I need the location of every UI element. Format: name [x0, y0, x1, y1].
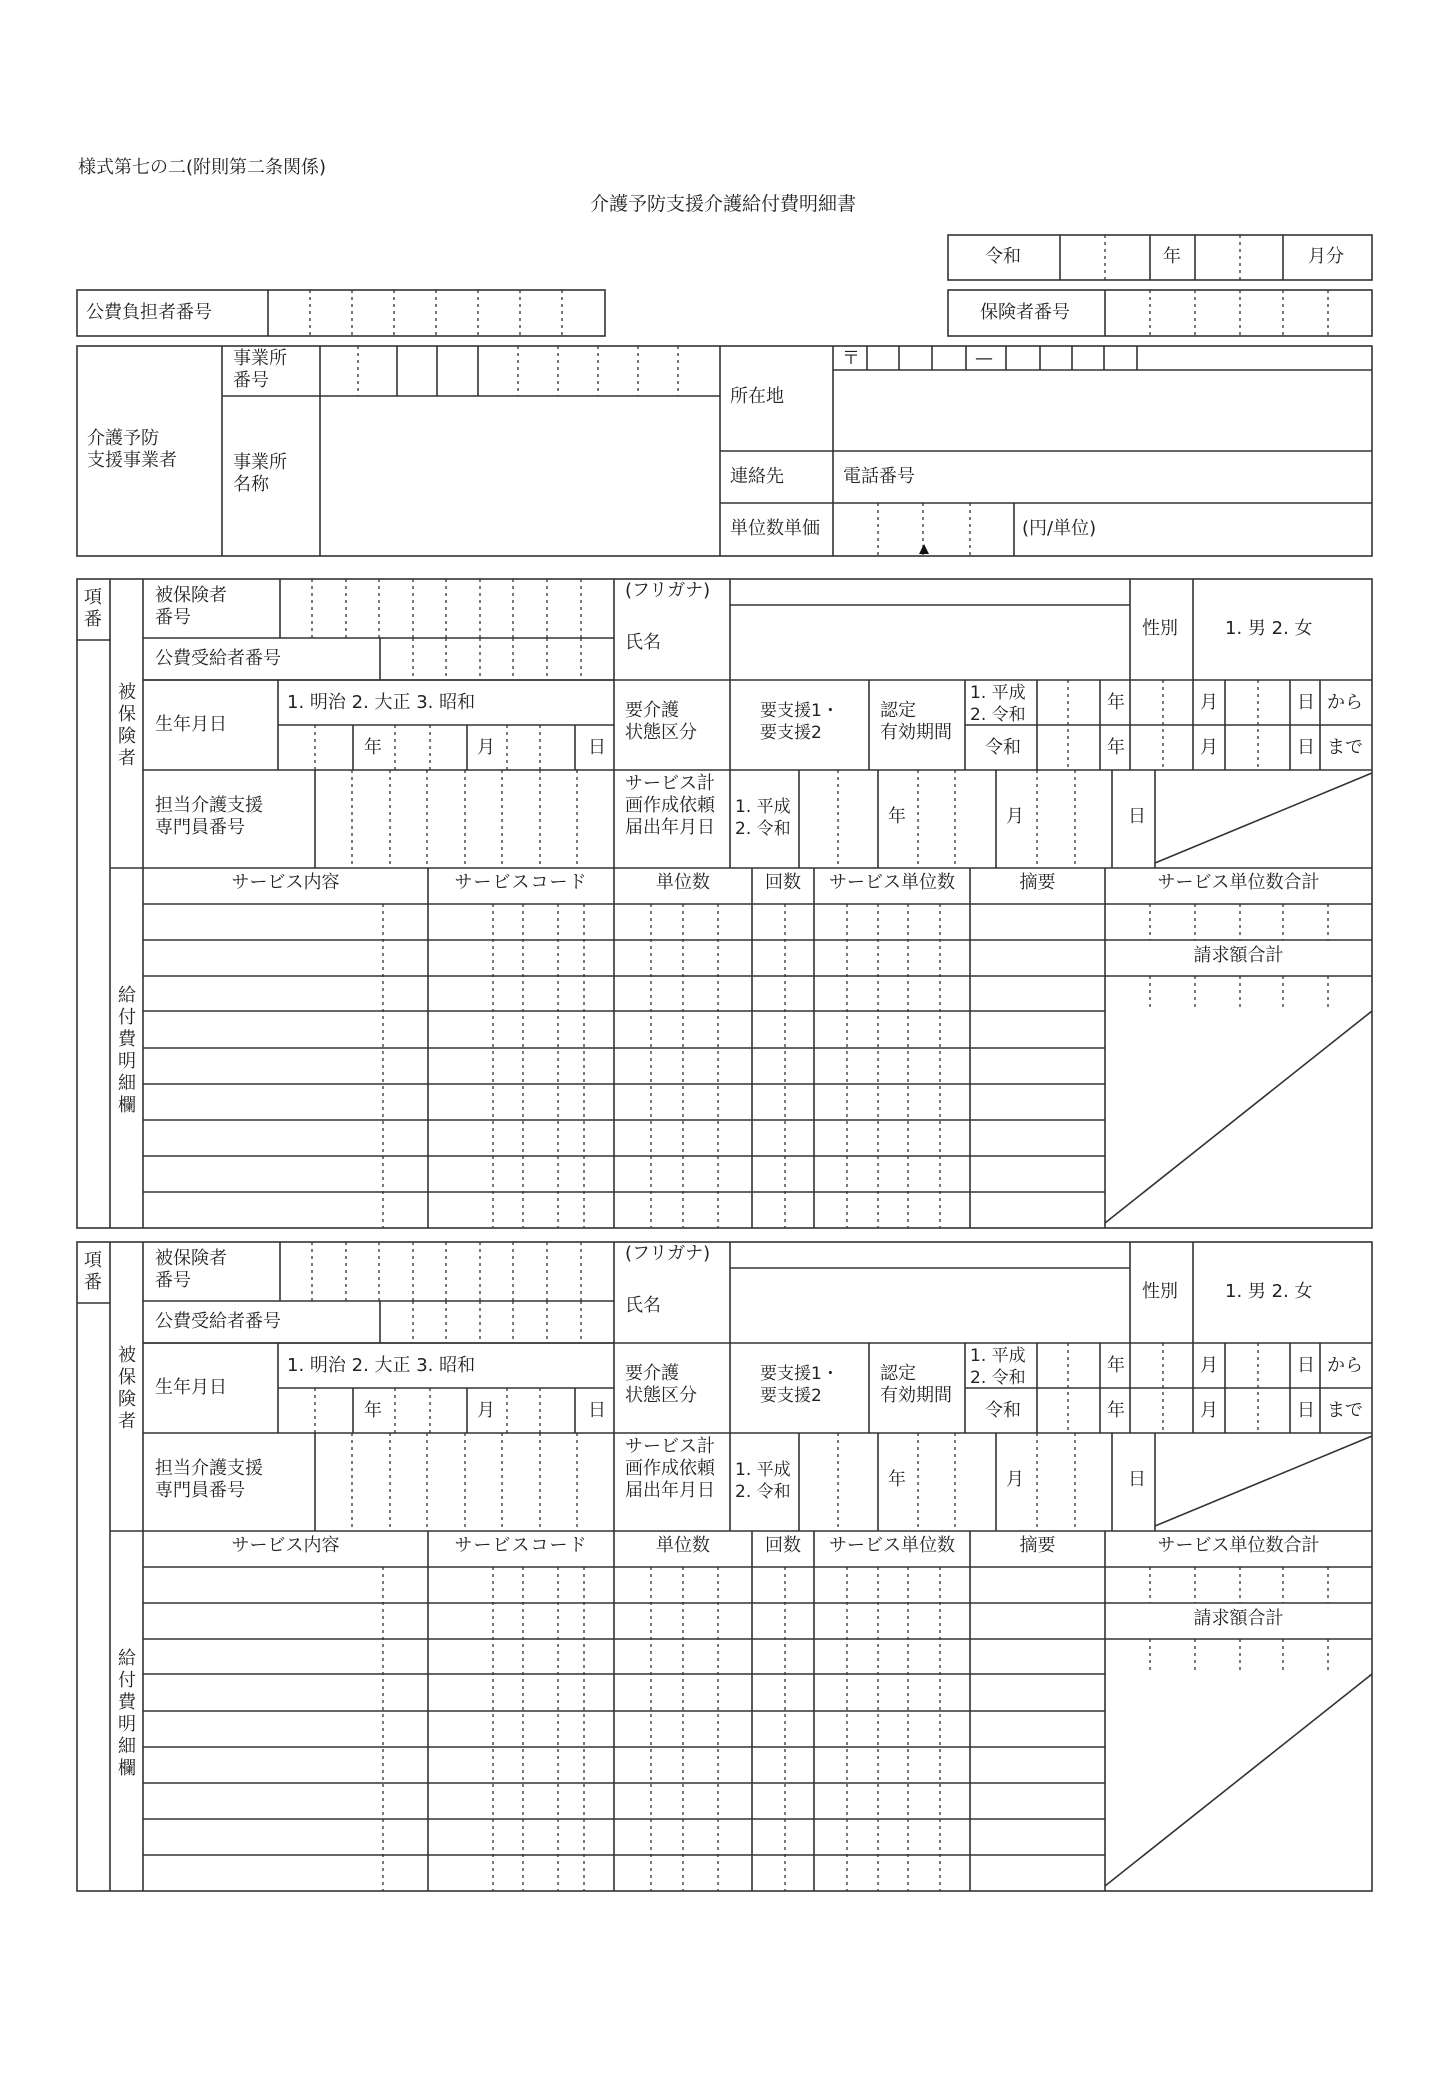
block-2-cert-from-month: 月	[1200, 1355, 1218, 1376]
public-payer-no-label: 公費負担者番号	[86, 302, 212, 323]
form-title: 介護予防支援介護給付費明細書	[590, 193, 857, 215]
block-1-cert-from: から	[1327, 692, 1363, 713]
block-1-furigana-label: (フリガナ)	[625, 580, 711, 601]
block-2-furigana-label: (フリガナ)	[625, 1243, 711, 1264]
block-2-plan-month-label: 月	[1006, 1469, 1024, 1490]
postal-mark: 〒	[842, 348, 860, 369]
decimal-point-marker	[919, 544, 929, 554]
block-1-cert-eras: 1. 平成 2. 令和	[970, 683, 1026, 725]
block-1-col-service-content: サービス内容	[231, 872, 340, 893]
block-2-col-count: 回数	[765, 1535, 801, 1556]
block-1-birth-eras: 1. 明治 2. 大正 3. 昭和	[287, 692, 476, 713]
unit-price-unit: (円/単位)	[1022, 518, 1097, 539]
block-2-cert-reiwa: 令和	[985, 1400, 1021, 1421]
block-1-cert-to-day: 日	[1297, 737, 1315, 758]
block-1-birthdate-label: 生年月日	[155, 714, 227, 735]
block-1-col-service-units: サービス単位数	[829, 872, 955, 893]
block-1-birth-month-label: 月	[477, 737, 495, 758]
block-1-col-units: 単位数	[656, 872, 710, 893]
address-label: 所在地	[730, 386, 784, 407]
era-label: 令和	[985, 246, 1021, 267]
provider-section-label: 介護予防 支援事業者	[87, 428, 177, 471]
block-2-birth-day-label: 日	[588, 1400, 606, 1421]
block-2-insured-label: 被保険者	[118, 1345, 136, 1432]
block-2-plan-date-label: サービス計 画作成依頼 届出年月日	[625, 1436, 715, 1501]
block-2-care-level-label: 要介護 状態区分	[625, 1363, 697, 1406]
office-no-label: 事業所 番号	[233, 348, 287, 391]
block-2-totals-diagonal	[1105, 1674, 1372, 1886]
block-1-col-remarks: 摘要	[1019, 872, 1056, 893]
block-2-plan-day-label: 日	[1128, 1469, 1146, 1490]
block-1-plan-eras: 1. 平成 2. 令和	[735, 797, 791, 839]
block-1-plan-year-label: 年	[888, 806, 906, 827]
unit-price-label: 単位数単価	[730, 518, 820, 539]
block-2-cert-from-year: 年	[1107, 1355, 1125, 1376]
month-portion-label: 月分	[1308, 246, 1344, 267]
block-2-birth-eras: 1. 明治 2. 大正 3. 昭和	[287, 1355, 476, 1376]
block-2-cert-from-day: 日	[1297, 1355, 1315, 1376]
block-1-name-label: 氏名	[625, 632, 661, 653]
block-2-col-service-units: サービス単位数	[829, 1535, 955, 1556]
block-1-cert-from-month: 月	[1200, 692, 1218, 713]
block-1-birth-day-label: 日	[588, 737, 606, 758]
block-2-cert-to-day: 日	[1297, 1400, 1315, 1421]
block-2-cert-eras: 1. 平成 2. 令和	[970, 1346, 1026, 1388]
block-1-col-service-code: サービスコード	[454, 872, 588, 893]
block-2-cert-from: から	[1327, 1355, 1363, 1376]
block-2-col-units: 単位数	[656, 1535, 710, 1556]
postal-dash: —	[975, 348, 993, 369]
block-2-billing-total-label: 請求額合計	[1193, 1608, 1284, 1629]
block-1-insured-no-label: 被保険者 番号	[155, 585, 227, 628]
block-2-col-service-code: サービスコード	[454, 1535, 588, 1556]
block-1-support-levels: 要支援1・ 要支援2	[760, 701, 839, 743]
block-2-birthdate-label: 生年月日	[155, 1377, 227, 1398]
block-2-plan-year-label: 年	[888, 1469, 906, 1490]
block-1-col-service-units-total: サービス単位数合計	[1157, 872, 1320, 893]
form-number: 様式第七の二(附則第二条関係)	[78, 157, 327, 178]
block-1-care-level-label: 要介護 状態区分	[625, 700, 697, 743]
block-2-cert-until: まで	[1327, 1400, 1363, 1421]
block-2-col-remarks: 摘要	[1019, 1535, 1056, 1556]
block-1-col-count: 回数	[765, 872, 801, 893]
block-2-plan-eras: 1. 平成 2. 令和	[735, 1460, 791, 1502]
block-1-sex-options: 1. 男 2. 女	[1225, 618, 1313, 639]
block-2-diagonal-strike	[1155, 1436, 1372, 1526]
block-2-birth-month-label: 月	[477, 1400, 495, 1421]
block-2-item-no-label: 項番	[84, 1250, 102, 1293]
block-2-cert-period-label: 認定 有効期間	[880, 1363, 952, 1406]
block-1-care-manager-label: 担当介護支援 専門員番号	[155, 795, 263, 838]
block-2-col-service-units-total: サービス単位数合計	[1157, 1535, 1320, 1556]
block-1-plan-date-label: サービス計 画作成依頼 届出年月日	[625, 773, 715, 838]
block-1-plan-day-label: 日	[1128, 806, 1146, 827]
block-2-sex-options: 1. 男 2. 女	[1225, 1281, 1313, 1302]
block-1-plan-month-label: 月	[1006, 806, 1024, 827]
block-2-birth-year-label: 年	[364, 1400, 382, 1421]
block-1-cert-from-day: 日	[1297, 692, 1315, 713]
block-1-cert-until: まで	[1327, 737, 1363, 758]
year-label: 年	[1163, 246, 1181, 267]
block-1-cert-period-label: 認定 有効期間	[880, 700, 952, 743]
block-1-cert-to-year: 年	[1107, 737, 1125, 758]
block-1-insured-label: 被保険者	[118, 682, 136, 769]
insurer-no-label: 保険者番号	[980, 302, 1070, 323]
phone-label: 電話番号	[843, 466, 915, 487]
block-1-diagonal-strike	[1155, 773, 1372, 863]
block-1-cert-reiwa: 令和	[985, 737, 1021, 758]
block-2-cert-to-month: 月	[1200, 1400, 1218, 1421]
block-1-public-recipient-no-label: 公費受給者番号	[155, 648, 281, 669]
block-1-cert-to-month: 月	[1200, 737, 1218, 758]
block-1-item-no-label: 項番	[84, 587, 102, 630]
block-2-name-label: 氏名	[625, 1295, 661, 1316]
contact-label: 連絡先	[730, 466, 784, 487]
block-2-care-manager-label: 担当介護支援 専門員番号	[155, 1458, 263, 1501]
block-1-billing-total-label: 請求額合計	[1193, 945, 1284, 966]
block-2-public-recipient-no-label: 公費受給者番号	[155, 1311, 281, 1332]
block-2-sex-label: 性別	[1142, 1281, 1178, 1302]
block-2-cert-to-year: 年	[1107, 1400, 1125, 1421]
block-2-col-service-content: サービス内容	[231, 1535, 340, 1556]
block-1-birth-year-label: 年	[364, 737, 382, 758]
block-1-sex-label: 性別	[1142, 618, 1178, 639]
block-1-totals-diagonal	[1105, 1011, 1372, 1223]
block-2-insured-no-label: 被保険者 番号	[155, 1248, 227, 1291]
block-1-benefit-label: 給付費明細欄	[118, 985, 136, 1116]
office-name-label: 事業所 名称	[233, 452, 287, 495]
block-1-cert-from-year: 年	[1107, 692, 1125, 713]
block-2-support-levels: 要支援1・ 要支援2	[760, 1364, 839, 1406]
block-2-benefit-label: 給付費明細欄	[118, 1648, 136, 1779]
